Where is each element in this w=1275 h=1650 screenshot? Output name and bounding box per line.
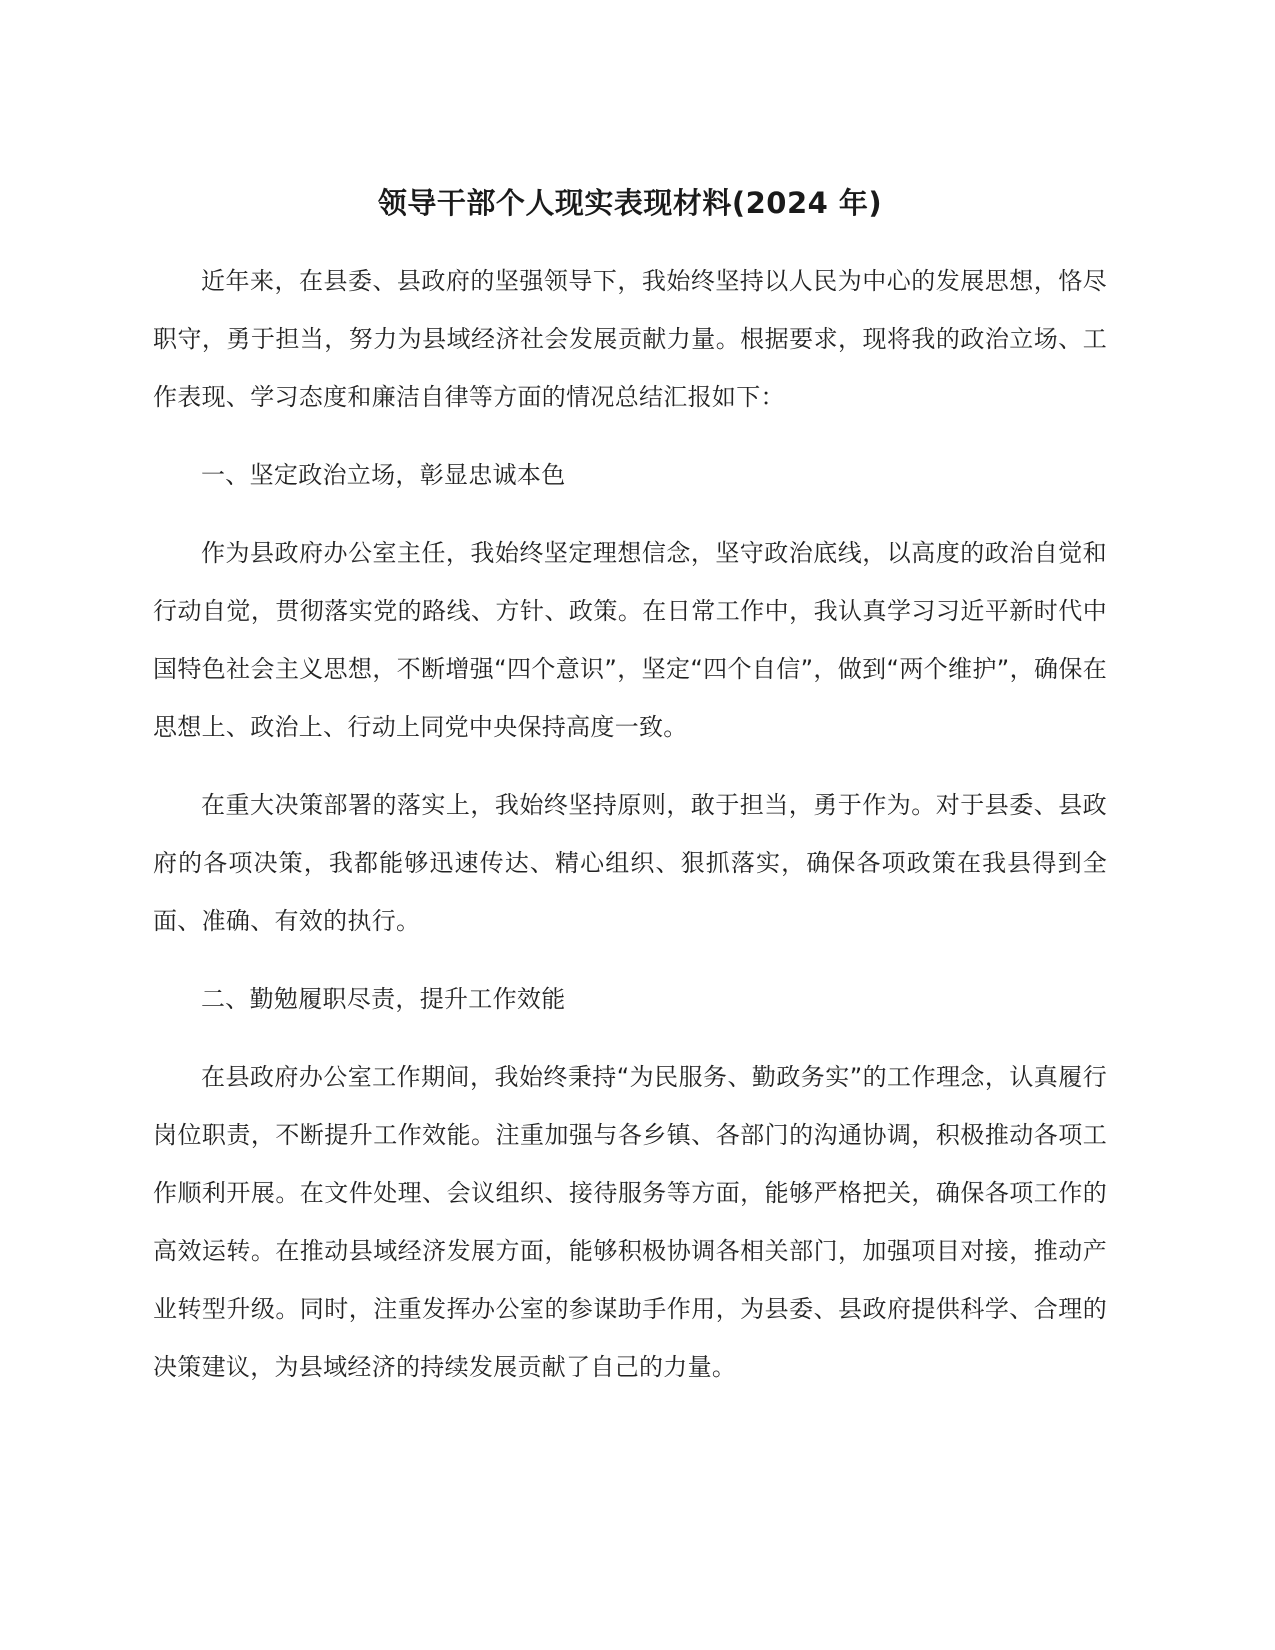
section-1-paragraph-1: 作为县政府办公室主任，我始终坚定理想信念，坚守政治底线，以高度的政治自觉和行动自觉，贯彻落实党的路线、方针、政策。在日常工作中，我认真学习习近平新时代中国特色社会主义思想，不断增强“四个意识”，坚定“四个自信”，做到“两个维护”，确保在思想上、政治上、行动上同党中央保持高度一致。	[153, 539, 1107, 741]
intro-paragraph: 近年来，在县委、县政府的坚强领导下，我始终坚持以人民为中心的发展思想，恪尽职守，勇于担当，努力为县域经济社会发展贡献力量。根据要求，现将我的政治立场、工作表现、学习态度和廉洁自律等方面的情况总结汇报如下：	[153, 267, 1107, 411]
section-2-paragraph-1: 在县政府办公室工作期间，我始终秉持“为民服务、勤政务实”的工作理念，认真履行岗位职责，不断提升工作效能。注重加强与各乡镇、各部门的沟通协调，积极推动各项工作顺利开展。在文件处理、会议组织、接待服务等方面，能够严格把关，确保各项工作的高效运转。在推动县域经济发展方面，能够积极协调各相关部门，加强项目对接，推动产业转型升级。同时，注重发挥办公室的参谋助手作用，为县委、县政府提供科学、合理的决策建议，为县域经济的持续发展贡献了自己的力量。	[153, 1063, 1107, 1381]
document-title: 领导干部个人现实表现材料(2024 年)	[377, 186, 883, 220]
section-1-paragraph-2: 在重大决策部署的落实上，我始终坚持原则，敢于担当，勇于作为。对于县委、县政府的各项决策，我都能够迅速传达、精心组织、狠抓落实，确保各项政策在我县得到全面、准确、有效的执行。	[153, 791, 1107, 935]
section-heading-2: 二、勤勉履职尽责，提升工作效能	[201, 985, 566, 1013]
section-heading-1: 一、坚定政治立场，彰显忠诚本色	[201, 461, 566, 489]
document-body	[153, 183, 1107, 1396]
